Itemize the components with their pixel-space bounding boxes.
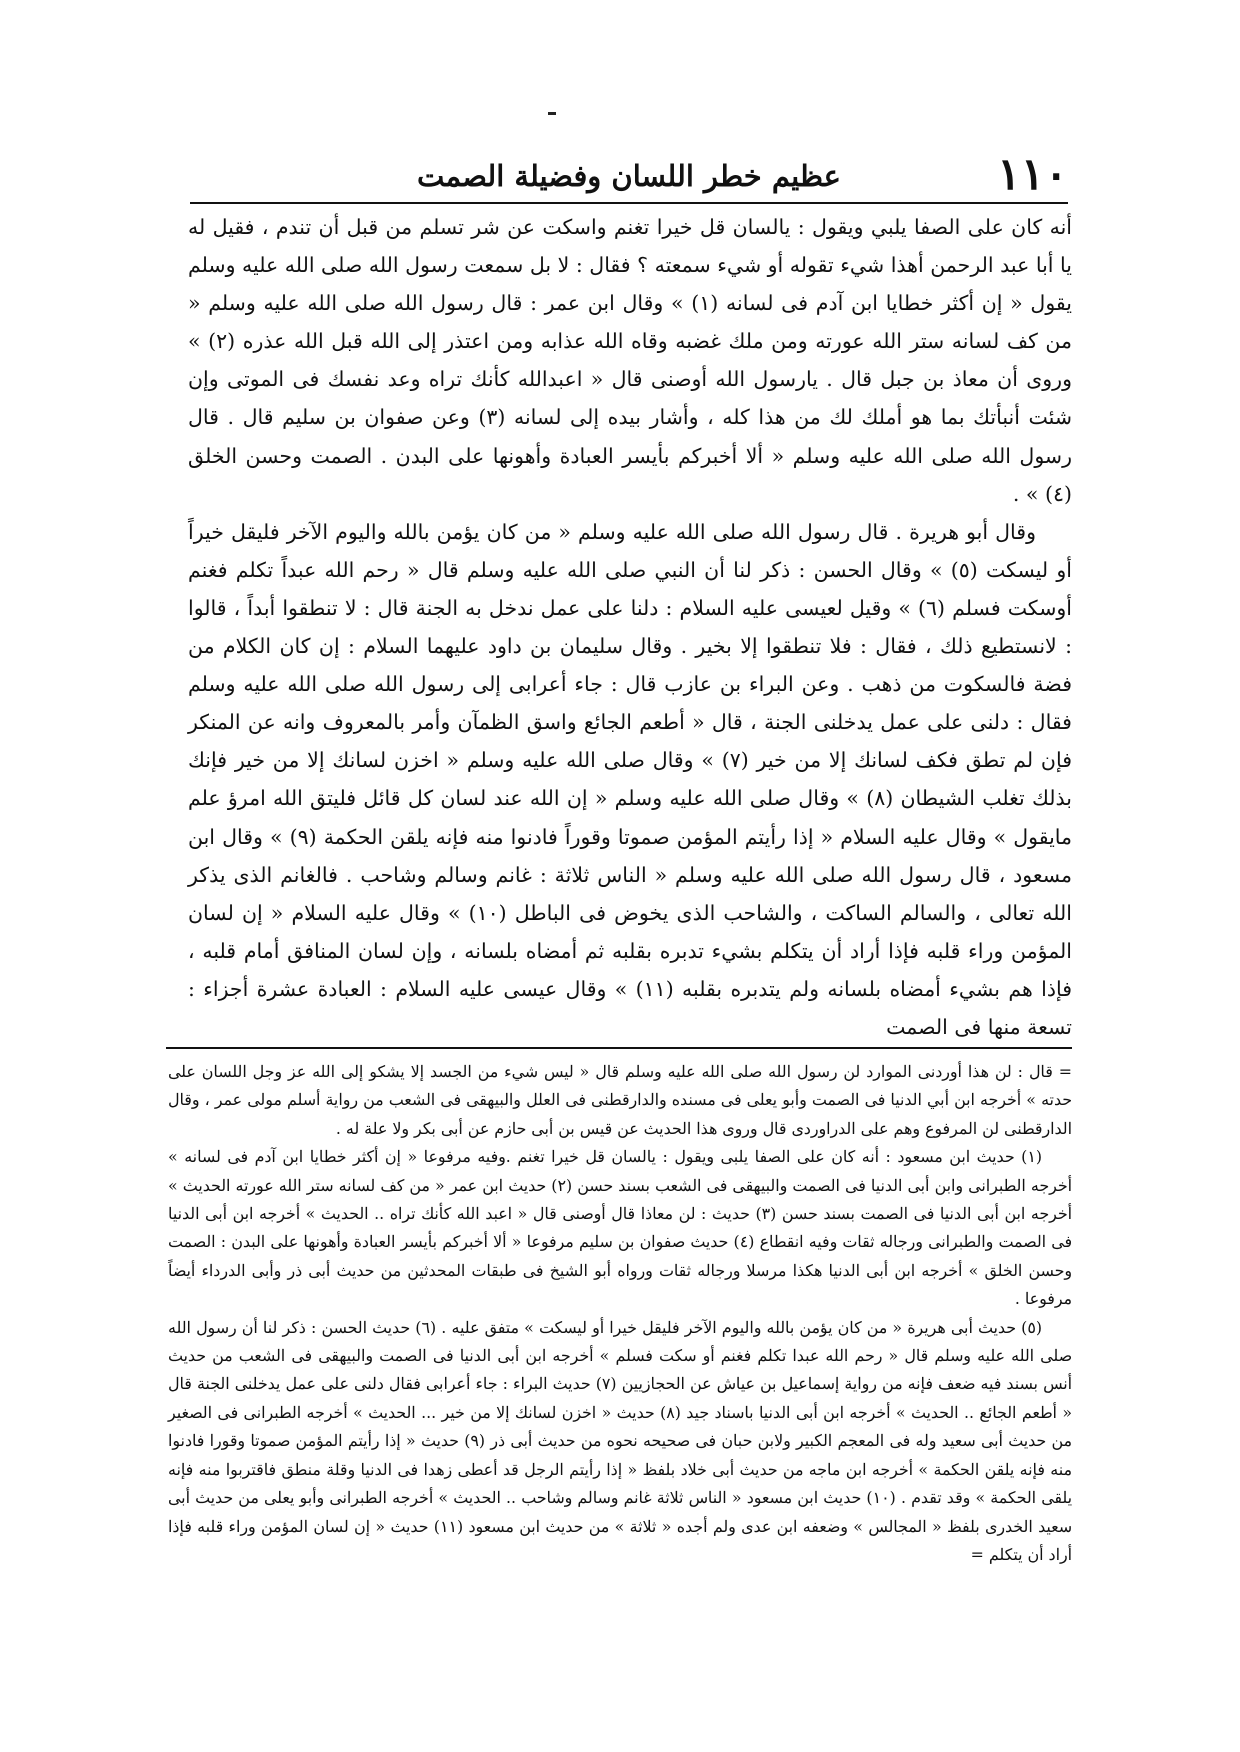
top-ink-mark xyxy=(548,112,556,115)
footnote-paragraph: (٥) حديث أبى هريرة « من كان يؤمن بالله واليوم الآخر فليقل خيرا أو ليسكت » متفق عليه . (٦) حديث الحسن : ذكر لنا أن رسول الله صلى الله عليه وسلم قال « رحم الله عبدا تكلم فغنم أو سكت فسلم » أخرجه ابن أبى الدنيا فى الصمت والبيهقى فى الشعب من حديث أنس بسند فيه ضعف فإنه من رواية إسماعيل بن عياش عن الحجازيين (٧) حديث البراء : جاء أعرابى فقال دلنى على عمل يدخلنى الجنة قال « أطعم الجائع .. الحديث » أخرجه ابن أبى الدنيا باسناد جيد (٨) حديث « اخزن لسانك إلا من خير ... الحديث » أخرجه الطبرانى فى الصغير من حديث أبى سعيد وله فى المعجم الكبير ولابن حبان فى صحيحه نحوه من حديث أبى ذر (٩) حديث « إذا رأيتم المؤمن صموتا وقورا فادنوا منه فإنه يلقن الحكمة » أخرجه ابن ماجه من حديث أبى خلاد بلفظ « إذا رأيتم الرجل قد أعطى زهدا فى الدنيا وقلة منطق فاقتربوا منه فإنه يلقى الحكمة » وقد تقدم . (١٠) حديث ابن مسعود « الناس ثلاثة غانم وسالم وشاحب .. الحديث » أخرجه الطبرانى وأبو يعلى من حديث أبى سعيد الخدرى بلفظ « المجالس » وضعفه ابن عدى ولم أجده « ثلاثة » من حديث ابن مسعود (١١) حديث « إن لسان المؤمن وراء قلبه فإذا أراد أن يتكلم = xyxy=(168,1317,1072,1564)
running-title: عظيم خطر اللسان وفضيلة الصمت xyxy=(417,159,841,193)
page-header xyxy=(190,150,1068,200)
page-number: ١١٠ xyxy=(997,149,1068,200)
footnote-separator xyxy=(166,1047,1072,1049)
main-text-body xyxy=(188,208,1072,1046)
footnotes-section xyxy=(168,1058,1072,1569)
footnote-continuation: = قال : لن هذا أوردنى الموارد لن رسول الله صلى الله عليه وسلم قال « ليس شيء من الجسد إلا يشكو إلى الله عز وجل اللسان على حدته » أخرجه ابن أبي الدنيا فى الصمت وأبو يعلى فى مسنده والدارقطنى فى العلل والبيهقى فى الشعب من رواية أسلم مولى عمر ، وقال الدارقطنى لن المرفوع وهم على الدراوردى قال وروى هذا الحديث عن قيس بن أبى حازم عن أبى بكر ولا علة له . xyxy=(168,1062,1072,1138)
header-rule xyxy=(190,202,1068,204)
main-paragraph: وقال أبو هريرة . قال رسول الله صلى الله عليه وسلم « من كان يؤمن بالله واليوم الآخر فليقل خيراً أو ليسكت (٥) » وقال الحسن : ذكر لنا أن النبي صلى الله عليه وسلم قال « رحم الله عبداً تكلم فغنم أوسكت فسلم (٦) » وقيل لعيسى عليه السلام : دلنا على عمل ندخل به الجنة قال : لا تنطقوا أبداً ، قالوا : لانستطيع ذلك ، فقال : فلا تنطقوا إلا بخير . وقال سليمان بن داود عليهما السلام : إن كان الكلام من فضة فالسكوت من ذهب . وعن البراء بن عازب قال : جاء أعرابى إلى رسول الله صلى الله عليه وسلم فقال : دلنى على عمل يدخلنى الجنة ، قال « أطعم الجائع واسق الظمآن وأمر بالمعروف وانه عن المنكر فإن لم تطق فكف لسانك إلا من خير (٧) » وقال صلى الله عليه وسلم « اخزن لسانك إلا من خير فإنك بذلك تغلب الشيطان (٨) » وقال صلى الله عليه وسلم « إن الله عند لسان كل قائل فليتق الله امرؤ علم مايقول » وقال عليه السلام « إذا رأيتم المؤمن صموتا وقوراً فادنوا منه فإنه يلقن الحكمة (٩) » وقال ابن مسعود ، قال رسول الله صلى الله عليه وسلم « الناس ثلاثة : غانم وسالم وشاحب . فالغانم الذى يذكر الله تعالى ، والسالم الساكت ، والشاحب الذى يخوض فى الباطل (١٠) » وقال عليه السلام « إن لسان المؤمن وراء قلبه فإذا أراد أن يتكلم بشيء تدبره بقلبه ثم أمضاه بلسانه ، وإن لسان المنافق أمام قلبه ، فإذا هم بشيء أمضاه بلسانه ولم يتدبره بقلبه (١١) » وقال عيسى عليه السلام : العبادة عشرة أجزاء : تسعة منها فى الصمت xyxy=(188,519,1073,1039)
main-paragraph: أنه كان على الصفا يلبي ويقول : يالسان قل خيرا تغنم واسكت عن شر تسلم من قبل أن تندم ، فقيل له يا أبا عبد الرحمن أهذا شيء تقوله أو شيء سمعته ؟ فقال : لا بل سمعت رسول الله صلى الله عليه وسلم يقول « إن أكثر خطايا ابن آدم فى لسانه (١) » وقال ابن عمر : قال رسول الله صلى الله عليه وسلم « من كف لسانه ستر الله عورته ومن ملك غضبه وقاه الله عذابه ومن اعتذر إلى الله قبل الله عذره (٢) » وروى أن معاذ بن جبل قال . يارسول الله أوصنى قال « اعبدالله كأنك تراه وعد نفسك فى الموتى وإن شئت أنبأتك بما هو أملك لك من هذا كله ، وأشار بيده إلى لسانه (٣) وعن صفوان بن سليم قال . قال رسول الله صلى الله عليه وسلم « ألا أخبركم بأيسر العبادة وأهونها على البدن . الصمت وحسن الخلق (٤) » . xyxy=(188,215,1073,506)
footnote-paragraph: (١) حديث ابن مسعود : أنه كان على الصفا يلبى ويقول : يالسان قل خيرا تغنم .وفيه مرفوعا « إن أكثر خطايا ابن آدم فى لسانه » أخرجه الطبرانى وابن أبى الدنيا فى الصمت والبيهقى فى الشعب بسند حسن (٢) حديث ابن عمر « من كف لسانه ستر الله عورته الحديث » أخرجه ابن أبى الدنيا فى الصمت بسند حسن (٣) حديث : لن معاذا قال أوصنى قال « اعبد الله كأنك تراه .. الحديث » أخرجه ابن أبى الدنيا فى الصمت والطبرانى ورجاله ثقات وفيه انقطاع (٤) حديث صفوان بن سليم مرفوعا « ألا أخبركم بأيسر العبادة وأهونها على البدن : الصمت وحسن الخلق » أخرجه ابن أبى الدنيا هكذا مرسلا ورجاله ثقات ورواه أبو الشيخ فى طبقات المحدثين من حديث أبى ذر وأبى الدرداء أيضاً مرفوعا . xyxy=(168,1147,1073,1309)
